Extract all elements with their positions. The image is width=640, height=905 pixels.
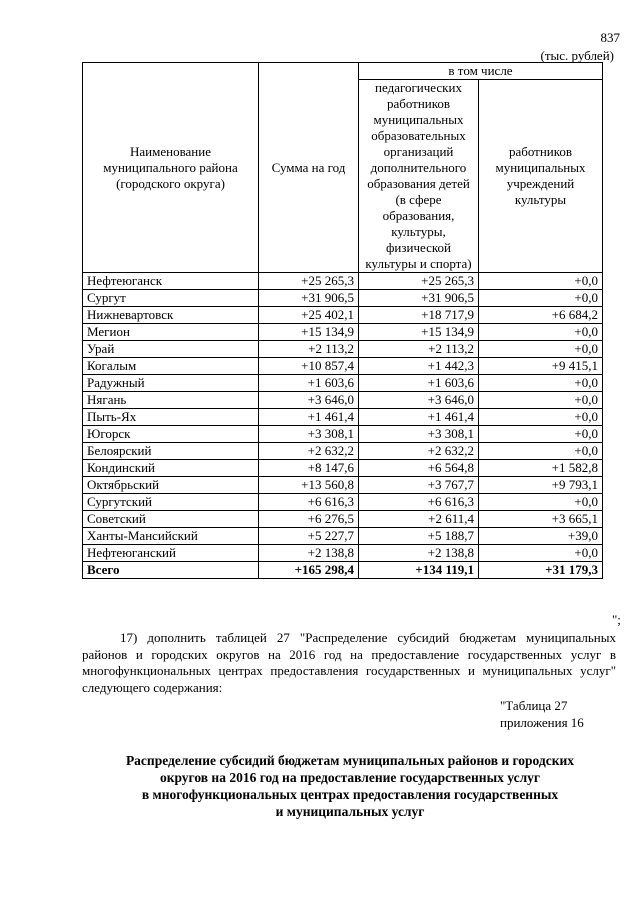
cell-name: Когалым <box>83 358 259 375</box>
cell-culture: +9 415,1 <box>479 358 603 375</box>
section-heading-line: в многофункциональных центрах предоставления государственных <box>141 787 559 802</box>
cell-culture: +1 582,8 <box>479 460 603 477</box>
cell-culture: +0,0 <box>479 324 603 341</box>
cell-name: Нефтеюганский <box>83 545 259 562</box>
cell-teachers: +134 119,1 <box>359 562 479 579</box>
table-reference-number: "Таблица 27 <box>500 698 568 713</box>
cell-teachers: +25 265,3 <box>359 273 479 290</box>
cell-name: Советский <box>83 511 259 528</box>
cell-sum: +2 632,2 <box>259 443 359 460</box>
table-row <box>83 511 603 528</box>
table-row <box>83 375 603 392</box>
cell-name: Мегион <box>83 324 259 341</box>
cell-sum: +1 461,4 <box>259 409 359 426</box>
cell-teachers: +1 603,6 <box>359 375 479 392</box>
table-row <box>83 341 603 358</box>
cell-sum: +5 227,7 <box>259 528 359 545</box>
cell-name: Урай <box>83 341 259 358</box>
table-row <box>83 358 603 375</box>
cell-name: Югорск <box>83 426 259 443</box>
table-row <box>83 392 603 409</box>
cell-culture: +0,0 <box>479 409 603 426</box>
cell-teachers: +2 138,8 <box>359 545 479 562</box>
table-row <box>83 273 603 290</box>
cell-sum: +31 906,5 <box>259 290 359 307</box>
cell-teachers: +5 188,7 <box>359 528 479 545</box>
table-total-row <box>83 562 603 579</box>
cell-culture: +39,0 <box>479 528 603 545</box>
cell-culture: +0,0 <box>479 341 603 358</box>
cell-teachers: +15 134,9 <box>359 324 479 341</box>
table-row <box>83 477 603 494</box>
closing-quote: "; <box>612 612 621 627</box>
cell-culture: +31 179,3 <box>479 562 603 579</box>
header-annual-sum: Сумма на год <box>259 63 359 273</box>
cell-teachers: +6 564,8 <box>359 460 479 477</box>
cell-sum: +2 138,8 <box>259 545 359 562</box>
cell-teachers: +3 308,1 <box>359 426 479 443</box>
table-row <box>83 290 603 307</box>
table-reference <box>500 697 610 731</box>
cell-teachers: +1 442,3 <box>359 358 479 375</box>
cell-sum: +3 646,0 <box>259 392 359 409</box>
cell-name: Кондинский <box>83 460 259 477</box>
cell-culture: +0,0 <box>479 443 603 460</box>
cell-culture: +0,0 <box>479 273 603 290</box>
cell-name: Сургут <box>83 290 259 307</box>
cell-sum: +8 147,6 <box>259 460 359 477</box>
cell-teachers: +6 616,3 <box>359 494 479 511</box>
section-heading <box>70 752 630 820</box>
cell-teachers: +2 632,2 <box>359 443 479 460</box>
cell-name: Пыть-Ях <box>83 409 259 426</box>
cell-name: Радужный <box>83 375 259 392</box>
cell-culture: +9 793,1 <box>479 477 603 494</box>
cell-culture: +6 684,2 <box>479 307 603 324</box>
cell-name: Всего <box>83 562 259 579</box>
header-teachers: педагогических работников муниципальных образовательных организаций дополнительного образования детей (в сфере образования, культуры, физической культуры и спорта) <box>359 80 479 273</box>
cell-sum: +3 308,1 <box>259 426 359 443</box>
cell-name: Нягань <box>83 392 259 409</box>
cell-name: Белоярский <box>83 443 259 460</box>
subsidies-table <box>82 62 603 579</box>
cell-sum: +1 603,6 <box>259 375 359 392</box>
cell-name: Сургутский <box>83 494 259 511</box>
cell-teachers: +2 611,4 <box>359 511 479 528</box>
table-row <box>83 545 603 562</box>
cell-teachers: +3 646,0 <box>359 392 479 409</box>
cell-sum: +6 616,3 <box>259 494 359 511</box>
cell-name: Октябрьский <box>83 477 259 494</box>
cell-culture: +0,0 <box>479 494 603 511</box>
table-row <box>83 307 603 324</box>
cell-teachers: +31 906,5 <box>359 290 479 307</box>
cell-sum: +6 276,5 <box>259 511 359 528</box>
cell-culture: +0,0 <box>479 392 603 409</box>
header-district-name: Наименование муниципального района (городского округа) <box>83 63 259 273</box>
cell-culture: +0,0 <box>479 426 603 443</box>
table-row <box>83 324 603 341</box>
section-heading-line: Распределение субсидий бюджетам муниципальных районов и городских <box>125 753 575 768</box>
table-row <box>83 494 603 511</box>
table-row <box>83 528 603 545</box>
cell-teachers: +2 113,2 <box>359 341 479 358</box>
cell-name: Ханты-Мансийский <box>83 528 259 545</box>
header-culture-workers: работников муниципальных учреждений культуры <box>479 80 603 273</box>
cell-sum: +10 857,4 <box>259 358 359 375</box>
amendment-paragraph: 17) дополнить таблицей 27 "Распределение субсидий бюджетам муниципальных районов и городских округов на 2016 год на предоставление государственных услуг в многофункциональных центрах предоставления государственных и муниципальных услуг" следующего содержания: <box>82 630 616 695</box>
cell-culture: +3 665,1 <box>479 511 603 528</box>
cell-sum: +165 298,4 <box>259 562 359 579</box>
cell-teachers: +18 717,9 <box>359 307 479 324</box>
cell-teachers: +3 767,7 <box>359 477 479 494</box>
cell-sum: +15 134,9 <box>259 324 359 341</box>
cell-name: Нефтеюганск <box>83 273 259 290</box>
cell-name: Нижневартовск <box>83 307 259 324</box>
cell-sum: +25 265,3 <box>259 273 359 290</box>
cell-culture: +0,0 <box>479 375 603 392</box>
table-row <box>83 443 603 460</box>
cell-culture: +0,0 <box>479 545 603 562</box>
cell-culture: +0,0 <box>479 290 603 307</box>
units-label: (тыс. рублей) <box>540 48 614 63</box>
table-reference-appendix: приложения 16 <box>500 715 584 730</box>
table-body <box>83 273 603 579</box>
cell-sum: +13 560,8 <box>259 477 359 494</box>
cell-sum: +2 113,2 <box>259 341 359 358</box>
cell-teachers: +1 461,4 <box>359 409 479 426</box>
header-including: в том числе <box>359 63 603 80</box>
cell-sum: +25 402,1 <box>259 307 359 324</box>
section-heading-line: округов на 2016 год на предоставление государственных услуг <box>159 770 541 785</box>
page-number: 837 <box>600 30 620 45</box>
table-row <box>83 409 603 426</box>
table-row <box>83 426 603 443</box>
table-row <box>83 460 603 477</box>
section-heading-line: и муниципальных услуг <box>275 804 425 819</box>
